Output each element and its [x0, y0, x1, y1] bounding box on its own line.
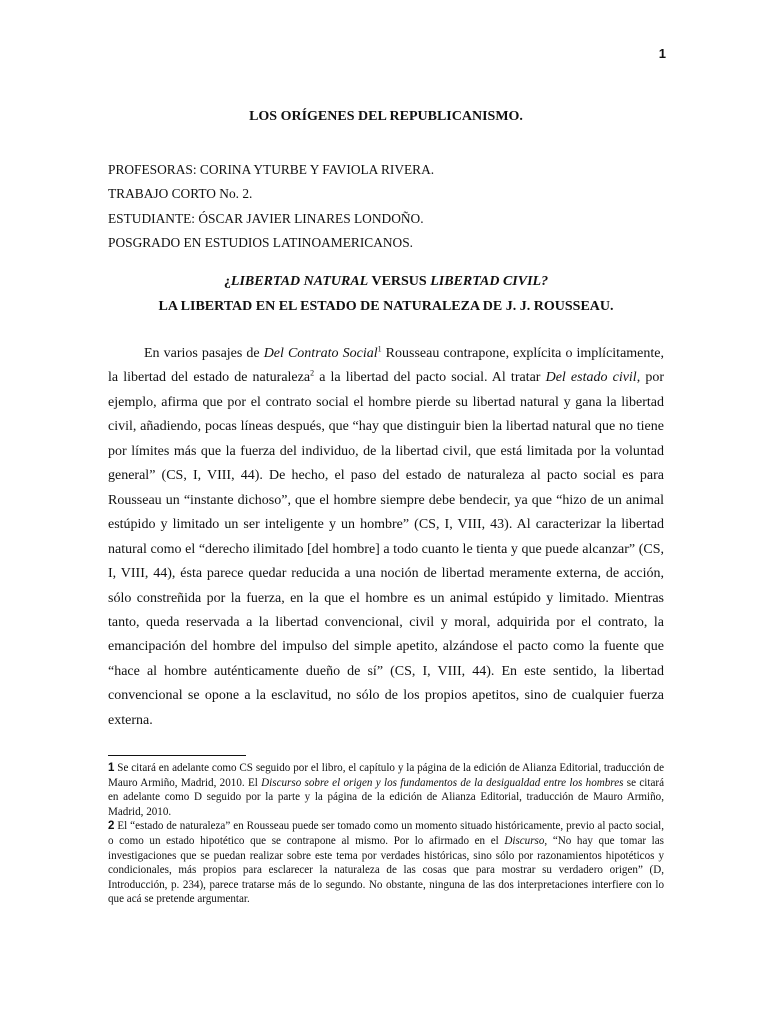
- essay-title-line-1: [108, 270, 664, 295]
- body-text-run: Rousseau contrapone, explícita o implícitamente, la libertad del estado de naturaleza: [108, 346, 664, 386]
- program-line: POSGRADO EN ESTUDIOS LATINOAMERICANOS.: [108, 234, 414, 250]
- footnote-2-number: 2: [108, 820, 115, 833]
- body-text: [108, 342, 664, 733]
- essay-title-italic-civil: LIBERTAD CIVIL?: [430, 274, 549, 289]
- document-header-info: [108, 158, 664, 255]
- essay-title-italic-natural: LIBERTAD NATURAL: [230, 274, 369, 289]
- student-line: ESTUDIANTE: ÓSCAR JAVIER LINARES LONDOÑO.: [108, 210, 424, 226]
- document-title: LOS ORÍGENES DEL REPUBLICANISMO.: [249, 109, 523, 124]
- footnote-ref-1[interactable]: 1: [377, 344, 382, 354]
- footnote-1-number: 1: [108, 762, 115, 774]
- footnotes: [108, 761, 664, 907]
- assignment-line: TRABAJO CORTO No. 2.: [108, 186, 253, 202]
- work-title-discurso: Discurso sobre el origen y los fundamentos de la desigualdad entre los hombres: [261, 776, 624, 789]
- footnote-text-run: El “estado de naturaleza” en Rousseau puede ser tomado como un momento situado históricamente, previo al pacto social, o como un estado hipotético que se contrapone al mismo. Por lo afirmado en el: [108, 820, 664, 847]
- body-text-run: , por ejemplo, afirma que por el contrato social el hombre pierde su libertad natural y gana la libertad civil, añadiendo, pocas líneas después, que “hay que distinguir bien la libertad natural que no tiene por límites más que la fuerza del individuo, de la libertad civil, que está limitada por la voluntad general” (CS, I, VIII, 44). De hecho, el paso del estado de naturaleza al pacto social es para Rousseau un “instante dichoso”, que el hombre siempre debe bendecir, ya que “hizo de un animal estúpido y limitado un ser inteligente y un hombre” (CS, I, VIII, 43). Al caracterizar la libertad natural como el “derecho ilimitado [del hombre] a todo cuanto le tienta y que puede alcanzar” (CS, I, VIII, 44), ésta parece quedar reducida a una noción de libertad meramente externa, de acción, sólo constreñida por la fuerza, en la que el hombre es un animal estúpido y limitado. Mientras tanto, queda reservada a la libertad convencional, civil y moral, adquirida por el contrato, la emancipación del hombre del impulso del simple apetito, alzándose el pacto como la fuente que “hace al hombre auténticamente dueño de sí” (CS, I, VIII, 44). En este sentido, la libertad convencional se opone a la esclavitud, no sólo de los propios apetitos, sino de cualquier fuerza externa.: [108, 370, 664, 728]
- body-text-run: a la libertad del pacto social. Al tratar: [314, 370, 546, 386]
- footnote-ref-2[interactable]: 2: [310, 368, 315, 378]
- footnote-separator: [108, 755, 246, 756]
- work-title-discurso-short: Discurso: [504, 834, 545, 847]
- footnote-text-run: , “No hay que tomar las investigaciones que se puedan realizar sobre este tema por verdades históricas, sino sólo por razonamientos hipotéticos y condicionales, más propios para esclarecer la naturaleza de las cosas que para mostrar su verdadero origen” (D, Introducción, p. 234), parece tratarse más de lo segundo. No obstante, ninguna de las dos interpretaciones interfiere con lo que acá se pretende argumentar.: [108, 834, 664, 906]
- footnote-1: [108, 761, 664, 819]
- essay-title-line-2: LA LIBERTAD EN EL ESTADO DE NATURALEZA DE J. J. ROUSSEAU.: [158, 298, 614, 314]
- body-text-run: En varios pasajes de: [144, 346, 264, 361]
- body-paragraph: [108, 342, 664, 733]
- footnote-2: [108, 819, 664, 907]
- essay-title: [108, 270, 664, 319]
- essay-title-versus: VERSUS: [368, 274, 431, 289]
- page-number: 1: [658, 46, 666, 61]
- chapter-title-estado-civil: Del estado civil: [545, 370, 637, 386]
- footnote-text-run: Se citará en adelante como CS seguido por el libro, el capítulo y la página de la edición de Alianza Editorial, traducción de Mauro Armiño, Madrid, 2010. El: [108, 762, 664, 789]
- work-title-contrato-social: Del Contrato Social: [263, 346, 378, 361]
- footnote-text-run: se citará en adelante como D seguido por la parte y la página de la edición de Alianza Editorial, traducción de Mauro Armiño, Madrid, 2010.: [108, 776, 665, 818]
- professors-line: PROFESORAS: CORINA YTURBE Y FAVIOLA RIVERA.: [108, 162, 435, 177]
- essay-title-prefix: ¿: [223, 274, 231, 289]
